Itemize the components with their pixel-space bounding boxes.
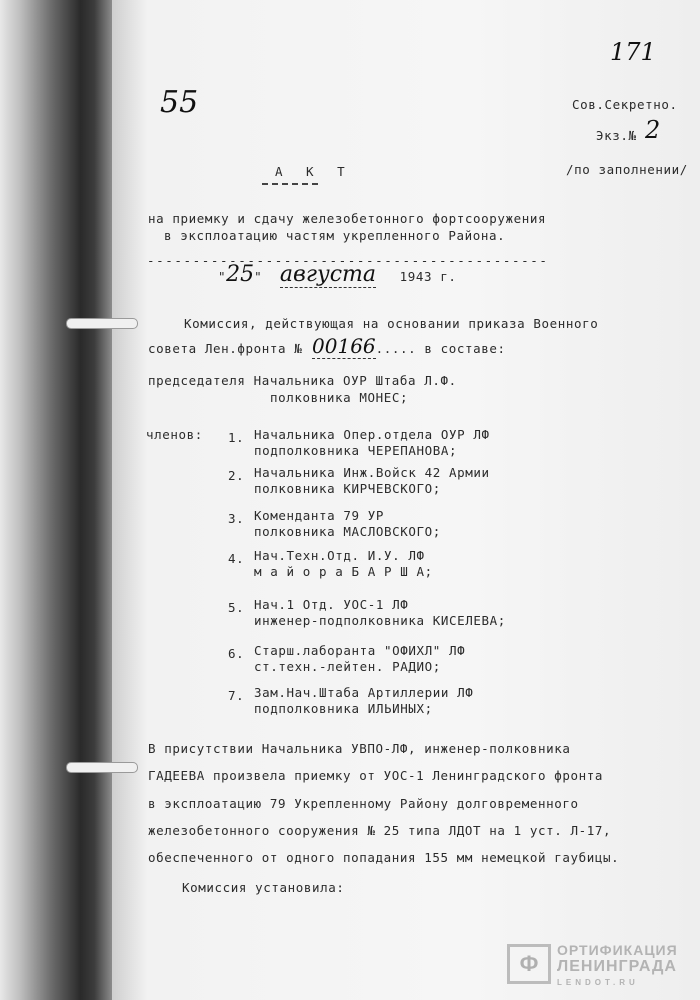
member-item	[228, 548, 433, 579]
date-year: 1943 г.	[399, 269, 457, 284]
member-name: м а й о р а Б А Р Ш А;	[254, 564, 433, 579]
watermark-line-1: ОРТИФИКАЦИЯ	[557, 942, 678, 958]
member-number: 3.	[228, 511, 245, 526]
member-item	[228, 597, 506, 628]
member-number: 1.	[228, 430, 245, 445]
date-quote-close: "	[254, 269, 263, 284]
title-underline	[262, 183, 318, 185]
member-item	[228, 508, 441, 539]
members-label: членов:	[146, 427, 203, 442]
member-position: Начальника Опер.отдела ОУР ЛФ	[254, 427, 490, 442]
order-number-handwritten: 00166	[312, 334, 376, 358]
fortification-logo-icon: Ф	[507, 944, 551, 984]
body-line-5: обеспеченного от одного попадания 155 мм немецкой гаубицы.	[148, 850, 620, 865]
page-number-handwritten: 171	[610, 38, 656, 66]
intro-line-2-before: совета Лен.фронта №	[148, 341, 303, 356]
body-line-1: В присутствии Начальника УВПО-ЛФ, инженер-полковника	[148, 741, 571, 756]
member-item	[228, 465, 490, 496]
intro-line-4: полковника МОНЕС;	[270, 390, 409, 405]
member-item	[228, 643, 466, 674]
page-binding-shadow	[0, 0, 115, 1000]
member-position: Нач.Техн.Отд. И.У. ЛФ	[254, 548, 425, 563]
body-line-2: ГАДЕЕВА произвела приемку от УОС-1 Ленинградского фронта	[148, 768, 604, 783]
intro-line-2-after: ..... в составе:	[375, 341, 506, 356]
document-title: А К Т	[275, 164, 353, 179]
binder-ring	[66, 318, 138, 329]
separator-line: --------------------------------------------	[147, 253, 549, 268]
watermark-line-2: ЛЕНИНГРАДА	[557, 958, 677, 975]
member-position: Зам.Нач.Штаба Артиллерии ЛФ	[254, 685, 474, 700]
watermark-logo	[507, 938, 692, 992]
member-position: Коменданта 79 УР	[254, 508, 385, 523]
member-position: Нач.1 Отд. УОС-1 ЛФ	[254, 597, 409, 612]
fill-note: /по заполнении/	[566, 162, 688, 177]
member-number: 7.	[228, 688, 245, 703]
date-day-handwritten: 25	[226, 262, 255, 287]
member-name: инженер-подполковника КИСЕЛЕВА;	[254, 613, 506, 628]
member-number: 2.	[228, 468, 245, 483]
date-line	[218, 262, 457, 287]
closing-line: Комиссия установила:	[182, 880, 345, 895]
member-item	[228, 685, 474, 716]
intro-line-2	[148, 334, 506, 358]
member-number: 6.	[228, 646, 245, 661]
classification-stamp: Сов.Секретно.	[572, 97, 678, 112]
body-line-4: железобетонного сооружения № 25 типа ЛДОТ на 1 уст. Л-17,	[148, 823, 612, 838]
member-position: Начальника Инж.Войск 42 Армии	[254, 465, 490, 480]
intro-line-1: Комиссия, действующая на основании приказа Военного	[184, 316, 599, 331]
member-position: Старш.лаборанта "ОФИХЛ" ЛФ	[254, 643, 466, 658]
member-name: ст.техн.-лейтен. РАДИО;	[254, 659, 441, 674]
subtitle-line-1: на приемку и сдачу железобетонного фортсооружения	[148, 211, 547, 226]
copy-number-handwritten: 2	[645, 116, 661, 144]
binder-ring	[66, 762, 138, 773]
date-month-handwritten: августа	[279, 262, 377, 287]
intro-line-3: председателя Начальника ОУР Штаба Л.Ф.	[148, 373, 457, 388]
subtitle-line-2: в эксплоатацию частям укрепленного Района.	[164, 228, 506, 243]
member-name: подполковника ЧЕРЕПАНОВА;	[254, 443, 458, 458]
copy-label: Экз.№	[596, 128, 637, 143]
member-item	[228, 427, 490, 458]
member-name: подполковника ИЛЬИНЫХ;	[254, 701, 433, 716]
watermark-url: LENDOT.RU	[557, 978, 639, 987]
member-number: 4.	[228, 551, 245, 566]
member-name: полковника МАСЛОВСКОГО;	[254, 524, 441, 539]
member-number: 5.	[228, 600, 245, 615]
body-line-3: в эксплоатацию 79 Укрепленному Району долговременного	[148, 796, 579, 811]
date-quote-open: "	[218, 269, 227, 284]
member-name: полковника КИРЧЕВСКОГО;	[254, 481, 441, 496]
sheet-number-handwritten: 55	[160, 85, 199, 120]
